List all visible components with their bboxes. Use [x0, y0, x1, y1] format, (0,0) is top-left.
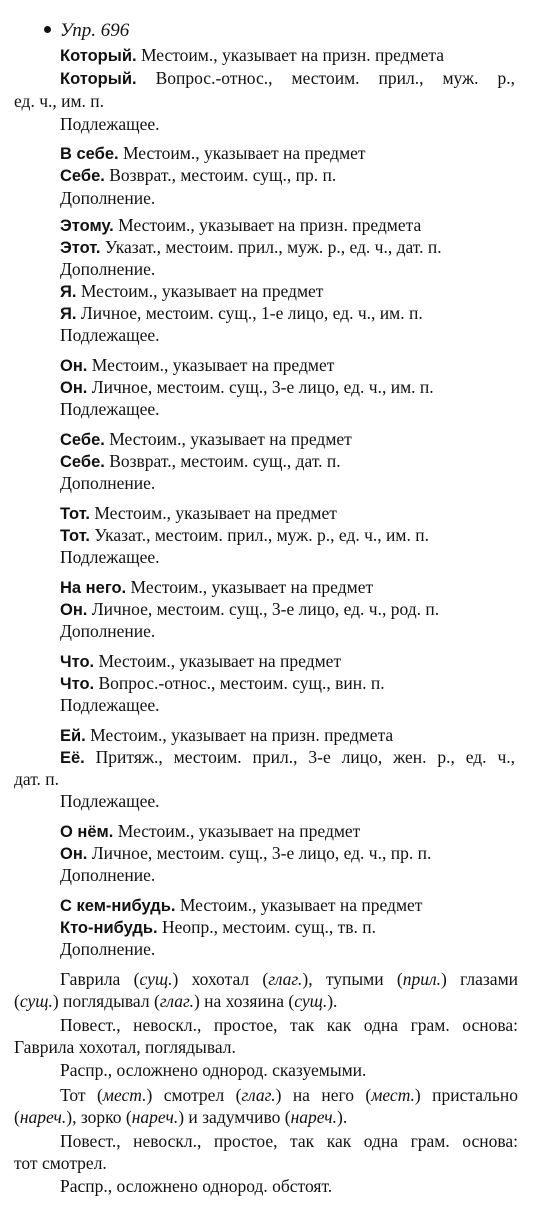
description: Местоим., указывает на предмет [98, 651, 342, 671]
term: Который. [60, 70, 137, 88]
text: ) хохотал ( [172, 969, 269, 989]
description: Указат., местоим. прил., муж. р., ед. ч., им. п. [94, 525, 429, 545]
term: Тот. [60, 527, 90, 545]
parse-line [60, 450, 341, 473]
description: Местоим., указывает на предмет [122, 143, 366, 163]
term: Он. [60, 845, 88, 863]
term: Что. [60, 653, 95, 671]
description: Местоим., указывает на предмет [94, 503, 337, 523]
text: ) и задумчиво ( [178, 1107, 291, 1127]
parse-line [60, 354, 334, 377]
term: Который. [60, 47, 137, 65]
description: Личное, местоим. сущ., 1-е лицо, ед. ч., им. п. [80, 303, 423, 323]
parse-line [60, 672, 385, 695]
parse-line [60, 916, 376, 939]
term: Себе. [60, 167, 105, 185]
term: На него. [60, 579, 127, 597]
text: ) пристально [414, 1085, 519, 1105]
description: Местоим., указывает на призн. предмета [90, 725, 394, 745]
sentence-role: Подлежащее. [60, 114, 160, 134]
pos-label: прил. [402, 969, 441, 989]
parse-line [60, 746, 515, 769]
description: Указат., местоим. прил., муж. р., ед. ч., дат. п. [104, 237, 442, 257]
sentence-analysis-line [60, 1084, 518, 1106]
text: ) на хозяина ( [193, 991, 295, 1011]
description: Неопр., местоим. сущ., тв. п. [161, 917, 377, 937]
pos-label: нареч. [19, 1107, 67, 1127]
sentence-role: Дополнение. [60, 621, 156, 641]
description: Местоим., указывает на предмет [80, 281, 324, 301]
sentence-analysis-line [14, 990, 337, 1012]
text: ( [14, 1107, 20, 1127]
exercise-title: Упр. 696 [60, 20, 130, 41]
term: Он. [60, 601, 88, 619]
sentence-characteristic: Распр., осложнено однород. сказуемыми. [60, 1060, 367, 1080]
sentence-characteristic: Повест., невоскл., простое, так как одна грам. основа: [60, 1131, 518, 1151]
term: Себе. [60, 431, 105, 449]
text: ). [327, 991, 338, 1011]
term: С кем-нибудь. [60, 897, 176, 915]
pos-label: сущ. [139, 969, 173, 989]
sentence-role: Подлежащее. [60, 325, 160, 345]
parse-line [60, 214, 421, 237]
description: Местоим., указывает на призн. предмета [140, 45, 445, 65]
description: Личное, местоим. сущ., 3-е лицо, ед. ч., пр. п. [91, 843, 432, 863]
term: О нём. [60, 823, 114, 841]
pos-label: нареч. [290, 1107, 338, 1127]
description: Местоим., указывает на предмет [91, 355, 335, 375]
term: В себе. [60, 145, 119, 163]
sentence-role: Дополнение. [60, 188, 156, 208]
parse-line [60, 502, 337, 525]
term: Я. [60, 283, 77, 301]
parse-line [60, 428, 352, 451]
parse-line [60, 376, 434, 399]
description: Личное, местоим. сущ., 3-е лицо, ед. ч., им. п. [91, 377, 434, 397]
parse-line [60, 164, 336, 187]
description: Вопрос.-относ., местоим. прил., муж. р., [155, 68, 515, 88]
pos-label: сущ. [19, 991, 53, 1011]
pos-label: сущ. [294, 991, 328, 1011]
parse-line [60, 724, 393, 747]
pos-label: глаг. [268, 969, 303, 989]
sentence-role: Подлежащее. [60, 547, 160, 567]
parse-line [60, 142, 366, 165]
term: Он. [60, 379, 88, 397]
exercise-header [44, 20, 129, 42]
pos-label: нареч. [131, 1107, 179, 1127]
term: Кто-нибудь. [60, 919, 158, 937]
parse-line [60, 598, 439, 621]
sentence-role: Дополнение. [60, 259, 156, 279]
text: ), зорко ( [66, 1107, 132, 1127]
text: ) на него ( [275, 1085, 372, 1105]
bullet-icon [44, 26, 51, 33]
text: ). [337, 1107, 348, 1127]
sentence-characteristic: тот смотрел. [14, 1153, 107, 1173]
text: Тот ( [60, 1085, 103, 1105]
text: ) глазами [440, 969, 519, 989]
sentence-analysis-line [14, 1106, 347, 1128]
description: Возврат., местоим. сущ., дат. п. [109, 451, 341, 471]
parse-line [60, 44, 444, 67]
parse-line [60, 820, 360, 843]
parse-line [60, 894, 422, 917]
sentence-characteristic: Повест., невоскл., простое, так как одна грам. основа: [60, 1015, 518, 1035]
parse-line [60, 650, 341, 673]
sentence-role: Подлежащее. [60, 399, 160, 419]
sentence-role: Подлежащее. [60, 695, 160, 715]
pos-label: глаг. [159, 991, 194, 1011]
text: ) поглядывал ( [52, 991, 160, 1011]
description: Местоим., указывает на призн. предмета [118, 215, 422, 235]
description: Местоим., указывает на предмет [179, 895, 423, 915]
parse-line: дат. п. [14, 769, 60, 789]
sentence-characteristic: Распр., осложнено однород. обстоят. [60, 1176, 333, 1196]
text: ) смотрел ( [146, 1085, 242, 1105]
term: Себе. [60, 453, 105, 471]
parse-line [60, 236, 442, 259]
description: Местоим., указывает на предмет [130, 577, 374, 597]
description: Вопрос.-относ., местоим. сущ., вин. п. [98, 673, 385, 693]
sentence-role: Дополнение. [60, 865, 156, 885]
parse-line: ед. ч., им. п. [14, 91, 105, 111]
term: Её. [60, 749, 85, 767]
text: ( [14, 991, 20, 1011]
text: Гаврила ( [60, 969, 140, 989]
pos-label: мест. [371, 1085, 415, 1105]
description: Местоим., указывает на предмет [117, 821, 361, 841]
description: Возврат., местоим. сущ., пр. п. [109, 165, 337, 185]
pos-label: мест. [102, 1085, 147, 1105]
description: Личное, местоим. сущ., 3-е лицо, ед. ч., род. п. [91, 599, 440, 619]
term: Ей. [60, 727, 86, 745]
term: Что. [60, 675, 95, 693]
pos-label: глаг. [241, 1085, 276, 1105]
parse-line [60, 576, 373, 599]
term: Я. [60, 305, 77, 323]
parse-line [60, 67, 515, 90]
sentence-role: Дополнение. [60, 473, 156, 493]
description: Притяж., местоим. прил., 3-е лицо, жен. р., ед. ч., [95, 747, 516, 767]
term: Этому. [60, 217, 114, 235]
parse-line [60, 302, 423, 325]
sentence-role: Подлежащее. [60, 791, 160, 811]
parse-line [60, 842, 431, 865]
sentence-characteristic: Гаврила хохотал, поглядывал. [14, 1037, 236, 1057]
term: Тот. [60, 505, 90, 523]
parse-line [60, 524, 429, 547]
sentence-analysis-line [60, 968, 518, 990]
parse-line [60, 280, 323, 303]
sentence-role: Дополнение. [60, 939, 156, 959]
description: Местоим., указывает на предмет [109, 429, 352, 449]
term: Этот. [60, 239, 101, 257]
term: Он. [60, 357, 88, 375]
text: ), тупыми ( [302, 969, 403, 989]
